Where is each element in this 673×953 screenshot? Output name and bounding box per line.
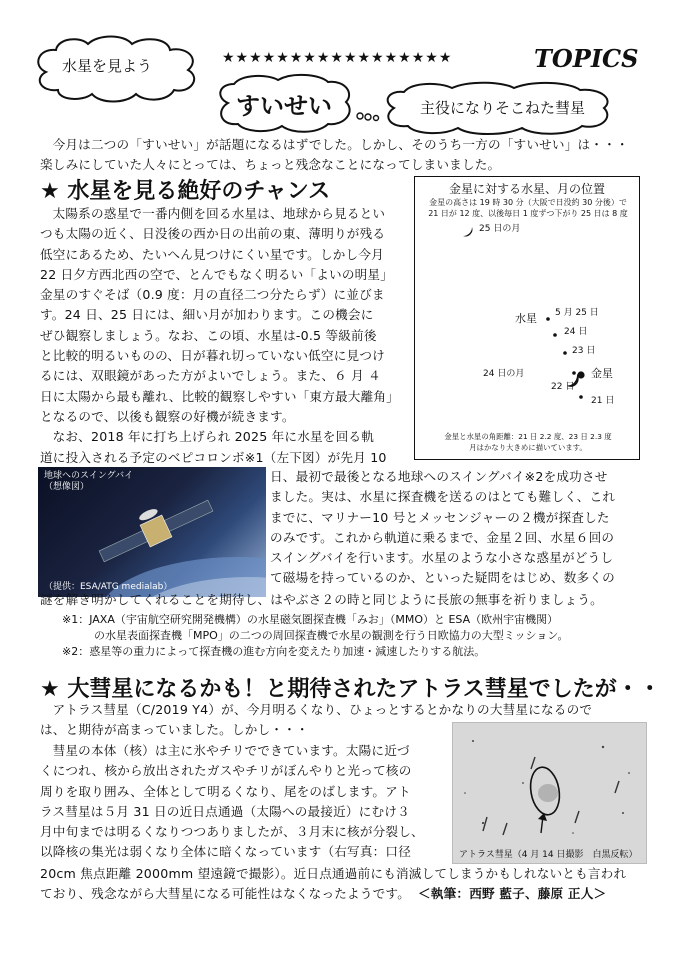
text-line: 低空にあるため、たいへん見つけにくい星です。しかし今月 xyxy=(40,246,384,262)
section1-heading: ★ 水星を見る絶好のチャンス xyxy=(40,179,331,204)
text-line: ラス彗星は５月 31 日の近日点通過（太陽への最接近）にむけ３ xyxy=(40,803,410,819)
text-line: なお、2018 年に打ち上げられ 2025 年に水星を回る軌 xyxy=(52,429,374,445)
bepicolombo-image xyxy=(38,467,266,597)
sky-position-chart xyxy=(414,176,640,460)
section1-paragraph2-end: 謎を解き明かしてくれることを期待し、はやぶさ２の時と同じように長旅の無事を祈りましょう。 xyxy=(40,592,603,607)
text-line: と比較的明るいものの、日が暮れ切っていない低空に見つけ xyxy=(40,348,385,364)
header-topics: TOPICS xyxy=(534,44,639,73)
text-line: ました。実は、水星に探査機を送るのはとても難しく、これ xyxy=(270,489,616,505)
venus-point xyxy=(577,371,584,378)
section1-paragraph1 xyxy=(40,204,410,468)
footnotes xyxy=(62,612,662,660)
label-venus: 金星 xyxy=(591,367,613,380)
author-credit: ＜執筆：西野 藍子、藤原 正人＞ xyxy=(418,886,607,902)
image-caption-top xyxy=(44,471,133,493)
label-day-24: 24 日 xyxy=(564,327,588,337)
text-line: つも太陽の近く、日没後の西か日の出前の東、薄明りが残る xyxy=(40,226,386,242)
intro-line: 楽しみにしていた人々にとっては、ちょっと残念なことになってしまいました。 xyxy=(40,157,501,173)
mercury-25-point xyxy=(546,317,550,321)
text-line: 20cm 焦点距離 2000mm 望遠鏡で撮影）。近日点通過前にも消滅してしまうかもしれないとも言われ xyxy=(40,866,627,881)
header-cloud-right-text: 主役になりそこねた彗星 xyxy=(420,99,586,117)
sky-chart-subtitle-line: 金星の高さは 19 時 30 分（大阪で日没約 30 分後）で xyxy=(429,198,627,207)
sky-chart-footer-line: 月はかなり大きめに描いています。 xyxy=(469,443,587,452)
text-line: ぜひ観察しましょう。なお、この頃、水星は-0.5 等級前後 xyxy=(40,327,377,343)
text-line: 金星のすぐそば（0.9 度：月の直径二つ分たらず）に並びま xyxy=(40,287,385,303)
text-line: アトラス彗星（C/2019 Y4）が、今月明るくなり、ひょっとするとかなりの大彗星になるので xyxy=(52,702,593,717)
image-caption-line: 地球へのスイングバイ xyxy=(44,471,134,481)
label-moon-25: 25 日の月 xyxy=(479,224,521,234)
text-line: のみです。これから軌道に乗るまで、金星２回、水星６回の xyxy=(270,529,615,545)
footnote-line: ※2：惑星等の重力によって探査機の進む方向を変えたり加速・減速したりする航法。 xyxy=(62,645,486,658)
text-line: ており、残念ながら大彗星になる可能性はなくなったようです。 xyxy=(40,886,411,902)
comet-photo-caption: アトラス彗星（4 月 14 日撮影 白黒反転） xyxy=(459,850,638,860)
footnote-line: の水星表面探査機「MPO」の二つの周回探査機で水星の観測を行う日欧協力の大型ミッション。 xyxy=(94,629,569,642)
section2-heading: ★ 大彗星になるかも！と期待されたアトラス彗星でしたが・・ xyxy=(40,677,661,702)
text-line: くにつれ、核から放出されたガスやチリがぼんやりと光って核の xyxy=(40,763,412,779)
label-moon-24: 24 日の月 xyxy=(483,369,525,379)
intro-line: 今月は二つの「すいせい」が話題になるはずでした。しかし、そのうち一方の「すいせい」は・・・ xyxy=(52,137,629,152)
text-line: は、と期待が高まっていました。しかし・・・ xyxy=(40,722,309,738)
comet-photo xyxy=(452,722,647,864)
text-line: スイングバイを行います。水星のような小さな惑星がどうし xyxy=(270,550,614,566)
label-day-23: 23 日 xyxy=(572,346,596,356)
mercury-21-point xyxy=(579,395,583,399)
text-line: るには、双眼鏡があった方がよいでしょう。また、６ 月 ４ xyxy=(40,368,381,384)
text-line: 日に太陽から最も離れ、比較的観察しやすい「東方最大離角」 xyxy=(40,388,399,404)
sky-chart-subtitle-line: 21 日が 12 度、以後毎日 1 度ずつ下がり 25 日は 8 度 xyxy=(428,209,628,218)
header-stars: ★★★★★★★★★★★★★★★★★ xyxy=(222,50,453,66)
header-title: すいせい xyxy=(236,92,332,120)
label-may-25: 5 月 25 日 xyxy=(555,308,599,318)
text-line: 道に投入される予定のベピコロンボ※1（左下図）が先月 10 xyxy=(40,449,387,465)
section1-paragraph2-right xyxy=(270,467,662,589)
thought-dots-icon xyxy=(356,108,380,122)
text-line: までに、マリナー10 号とメッセンジャーの２機が探査した xyxy=(270,509,610,525)
mercury-23-point xyxy=(563,351,567,355)
label-day-21: 21 日 xyxy=(591,396,615,406)
sky-chart-footer xyxy=(421,431,635,453)
text-line: 周りを取り囲み、全体として明るくなり、尾をのばします。アト xyxy=(40,783,411,799)
section2-body-end xyxy=(40,864,673,905)
image-credit: （提供：ESA/ATG medialab） xyxy=(44,582,173,592)
text-line: て磁場を持っているのか、といった疑問をはじめ、数多くの xyxy=(270,570,615,586)
text-line: 彗星の本体（核）は主に氷やチリでできています。太陽に近づ xyxy=(52,743,410,758)
intro-paragraph xyxy=(40,135,660,176)
sky-chart-footer-line: 金星と水星の角距離：21 日 2.2 度、23 日 2.3 度 xyxy=(444,432,612,441)
image-caption-line: （想像図） xyxy=(44,482,90,492)
footnote-line: ※1：JAXA（宇宙航空研究開発機構）の水星磁気圏探査機「みお」（MMO）と ESA（欧州宇宙機関） xyxy=(62,613,559,626)
text-line: 22 日夕方西北西の空で、とんでもなく明るい「よいの明星」 xyxy=(40,266,394,282)
text-line: 日、最初で最後となる地球へのスイングバイ※2を成功させ xyxy=(270,469,608,484)
label-day-22: 22 日 xyxy=(551,382,575,392)
mercury-24-point xyxy=(553,333,557,337)
comet-photo-marks xyxy=(453,723,646,863)
label-mercury: 水星 xyxy=(515,312,537,325)
mercury-22-point xyxy=(572,371,576,375)
text-line: 月中旬までは明るくなりつつありましたが、３月末に核が分裂し、 xyxy=(40,824,424,840)
sky-chart-title: 金星に対する水星、月の位置 xyxy=(448,182,605,196)
text-line: となるので、以後も観察の好機が続きます。 xyxy=(40,408,295,424)
text-line: す。24 日、25 日には、細い月が加わります。この機会に xyxy=(40,307,374,323)
header-cloud-left-text: 水星を見よう xyxy=(62,57,153,75)
text-line: 以降核の集光は弱くなり全体に暗くなっています（右写真：口径 xyxy=(40,844,412,860)
section2-body-left xyxy=(40,741,450,863)
moon-25-icon xyxy=(463,227,472,236)
text-line: 太陽系の惑星で一番内側を回る水星は、地球から見るとい xyxy=(52,206,386,221)
